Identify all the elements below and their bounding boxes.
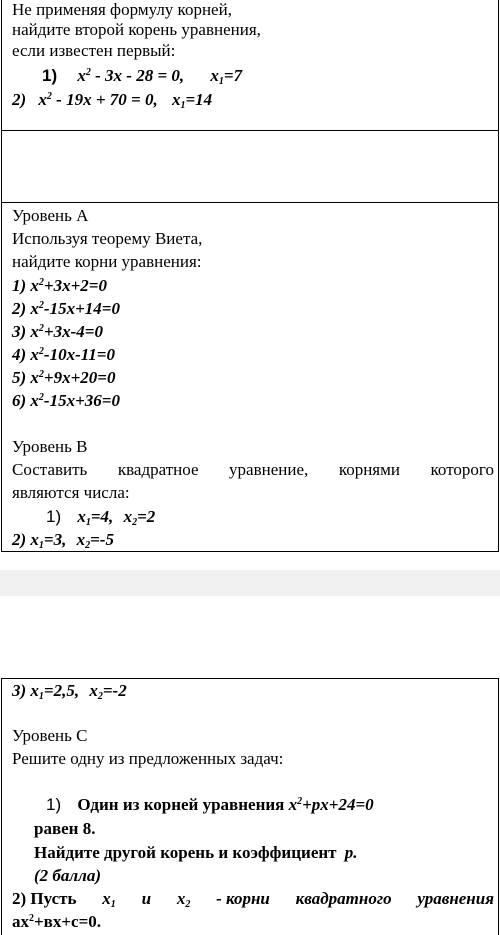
task-2: 2) $x^2 - 19x + 70 = 0$, $x_1=14$ (12, 90, 213, 111)
intro-line: если известен первый: (12, 41, 176, 60)
task-number: 1) (42, 66, 58, 85)
intro-line: найдите второй корень уравнения, (12, 20, 261, 39)
level-a-line: найдите корни уравнения: (12, 252, 202, 271)
equation: $x^2 - 19x + 70 = 0$, (38, 90, 158, 109)
equation-item: 1) $x^2+3x+2=0$ (12, 276, 107, 295)
equation-item: 5) $x^2+9x+20=0$ (12, 368, 116, 387)
problem-1-line: равен 8. (34, 819, 96, 838)
problem-1-line: Найдите другой корень и коэффициент p. (34, 843, 358, 862)
level-a-line: Используя теорему Виета, (12, 229, 203, 248)
roots-item: 3) $x_1=2,5$, $x_2=-2$ (12, 681, 127, 702)
equation-item: 4) $x^2-10x-11=0$ (12, 345, 115, 364)
problem-2-equation: $ax^2+вх+с=0$. (12, 912, 102, 931)
equation-item: 6) $x^2-15x+36=0$ (12, 391, 120, 410)
equation-item: 2) $x^2-15x+14=0$ (12, 299, 120, 318)
equation-item: 3) $x^2+3x-4=0$ (12, 322, 103, 341)
level-b-instruction: Составить квадратное уравнение, корнями которого (12, 460, 494, 479)
task-1 (42, 66, 242, 86)
problem-1-points: (2 балла) (34, 866, 102, 885)
known-root: $x_1=7$ (210, 66, 243, 87)
roots-item: 1) $x_1=4$, $x_2=2$ (46, 507, 156, 528)
level-c-title: Уровень С (12, 726, 88, 745)
level-c-line: Решите одну из предложенных задач: (12, 749, 284, 768)
problem-1: 1) Один из корней уравнения $x^2+px+24=0$ (46, 795, 374, 814)
table-top-border (1, 678, 499, 679)
level-a-title: Уровень А (12, 206, 89, 225)
level-b-title: Уровень В (12, 437, 88, 456)
page-break-gap (0, 570, 500, 678)
roots-item: 2) $x_1=3$, $x_2=-5$ (12, 530, 114, 551)
equation: $x^2 - 3x - 28 = 0$, (77, 66, 185, 85)
known-root: $x_1=14$ (171, 90, 213, 111)
row-divider (1, 202, 499, 203)
problem-2: 2) Пусть $x_1$ и $x_2$ - корни квадратного уравнения (12, 889, 494, 910)
table-bottom-border (1, 551, 499, 552)
intro-line: Не применяя формулу корней, (12, 0, 232, 19)
row-divider (1, 130, 499, 131)
level-b-line: являются числа: (12, 483, 130, 502)
